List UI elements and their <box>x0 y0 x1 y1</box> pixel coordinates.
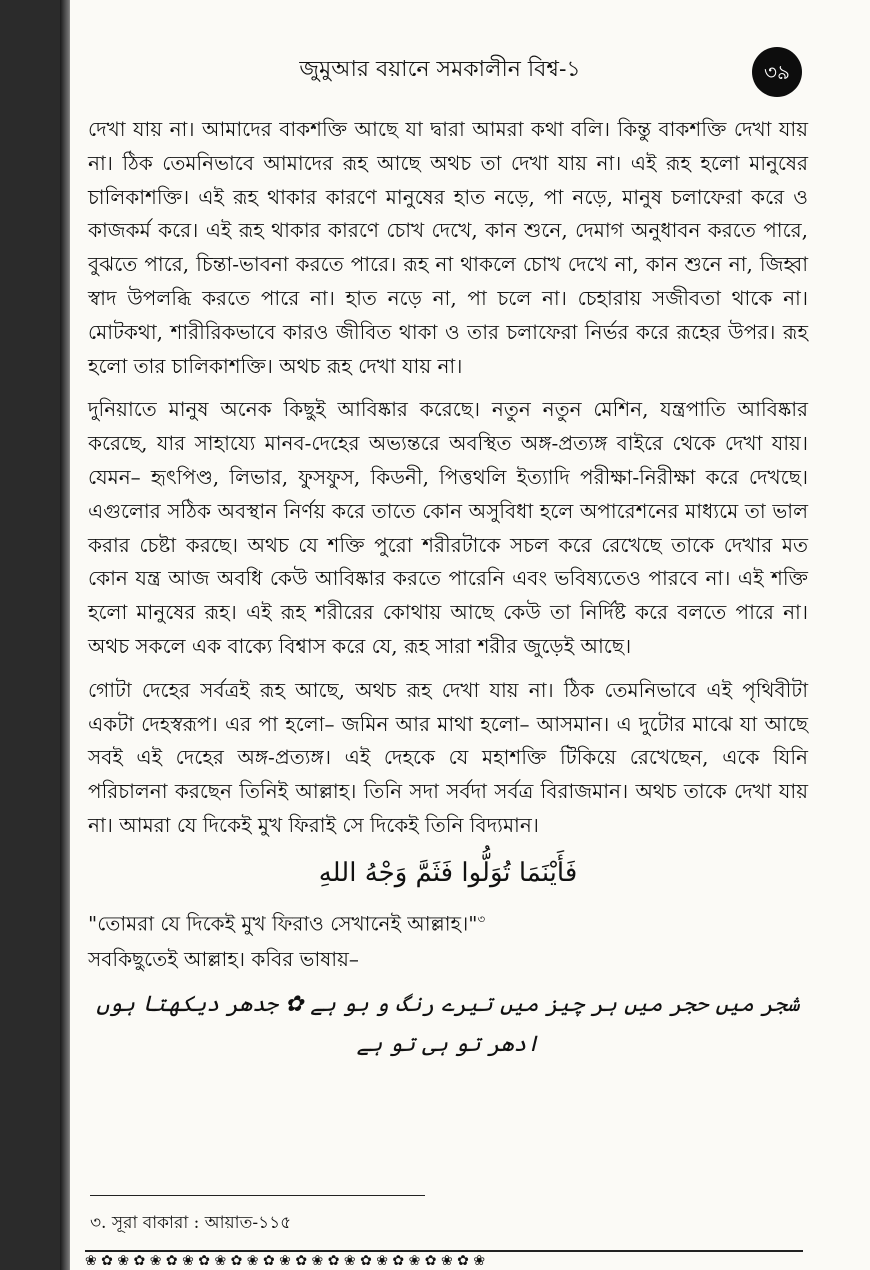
urdu-couplet: شجر میں حجر میں ہر چیز میں تیرے رنگ و بو ہے ✿ جدھر دیکھتا ہوں ادھر تو ہی تو ہے <box>96 992 800 1058</box>
paragraph-1: দেখা যায় না। আমাদের বাকশক্তি আছে যা দ্বারা আমরা কথা বলি। কিন্তু বাকশক্তি দেখা যায় না। ঠিক তেমনিভাবে আমাদের রূহ আছে অথচ তা দেখা যায় না। এই রূহ হলো মানুষের চালিকাশক্তি। এই রূহ থাকার কারণে মানুষের হাত নড়ে, পা নড়ে, মানুষ চলাফেরা করে ও কাজকর্ম করে। এই রূহ থাকার কারণে চোখ দেখে, কান শুনে, দেমাগ অনুধাবন করতে পারে, বুঝতে পারে, চিন্তা-ভাবনা করতে পারে। রূহ না থাকলে চোখ দেখে না, কান শুনে না, জিহ্বা স্বাদ উপলব্ধি করতে পারে না। হাত নড়ে না, পা চলে না। চেহারায় সজীবতা থাকে না। মোটকথা, শারীরিকভাবে কারও জীবিত থাকা ও তার চলাফেরা নির্ভর করে রূহের উপর। রূহ হলো তার চালিকাশক্তি। অথচ রূহ দেখা যায় না। <box>88 117 808 378</box>
arabic-verse: فَأَيْنَمَا تُوَلُّوا فَثَمَّ وَجْهُ اللهِ <box>318 857 578 888</box>
paragraph-3: গোটা দেহের সর্বত্রই রূহ আছে, অথচ রূহ দেখা যায় না। ঠিক তেমনিভাবে এই পৃথিবীটা একটা দেহস্বরূপ। এর পা হলো– জমিন আর মাথা হলো– আসমান। এ দুটোর মাঝে যা আছে সবই এই দেহের অঙ্গ-প্রত্যঙ্গ। এই দেহকে যে মহাশক্তি টিকিয়ে রেখেছেন, একে যিনি পরিচালনা করছেন তিনিই আল্লাহ। তিনি সদা সর্বদা সর্বত্র বিরাজমান। অথচ তাকে দেখা যায় না। আমরা যে দিকেই মুখ ফিরাই সে দিকেই তিনি বিদ্যমান। <box>88 677 808 837</box>
main-text <box>88 113 808 1065</box>
running-header-title: জুমুআর বয়ানে সমকালীন বিশ্ব-১ <box>299 57 581 82</box>
floral-border-ornament: ❀ ✿ ❀ ✿ ❀ ✿ ❀ ✿ ❀ ✿ ❀ ✿ ❀ ✿ ❀ ✿ ❀ ✿ ❀ ✿ ❀ ✿ ❀ ✿ ❀ <box>85 1250 803 1270</box>
page-number-badge: ৩৯ <box>752 47 802 97</box>
verse-translation <box>88 901 808 942</box>
footnote-marker: ৩ <box>477 911 486 926</box>
closing-line: সবকিছুতেই আল্লাহ। কবির ভাষায়– <box>88 947 359 972</box>
footnote: ৩. সূরা বাকারা : আয়াত-১১৫ <box>90 1213 292 1233</box>
translation-text: "তোমরা যে দিকেই মুখ ফিরাও সেখানেই আল্লাহ।" <box>88 911 478 936</box>
paragraph-2: দুনিয়াতে মানুষ অনেক কিছুই আবিষ্কার করেছে। নতুন নতুন মেশিন, যন্ত্রপাতি আবিষ্কার করেছে, যার সাহায্যে মানব-দেহের অভ্যন্তরে অবস্থিত অঙ্গ-প্রত্যঙ্গ বাইরে থেকে দেখা যায়। যেমন– হৃৎপিণ্ড, লিভার, ফুসফুস, কিডনী, পিত্তথলি ইত্যাদি পরীক্ষা-নিরীক্ষা করে দেখছে। এগুলোর সঠিক অবস্থান নির্ণয় করে তাতে কোন অসুবিধা হলে অপারেশনের মাধ্যমে তা ভাল করার চেষ্টা করছে। অথচ যে শক্তি পুরো শরীরটাকে সচল করে রেখেছে তাকে দেখার মত কোন যন্ত্র আজ অবধি কেউ আবিষ্কার করতে পারেনি এবং ভবিষ্যতেও পারবে না। এই শক্তি হলো মানুষের রূহ। এই রূহ শরীরের কোথায় আছে কেউ তা নির্দিষ্ট করে বলতে পারে না। অথচ সকলে এক বাক্যে বিশ্বাস করে যে, রূহ সারা শরীর জুড়েই আছে। <box>88 397 808 658</box>
footnote-separator <box>90 1195 425 1196</box>
